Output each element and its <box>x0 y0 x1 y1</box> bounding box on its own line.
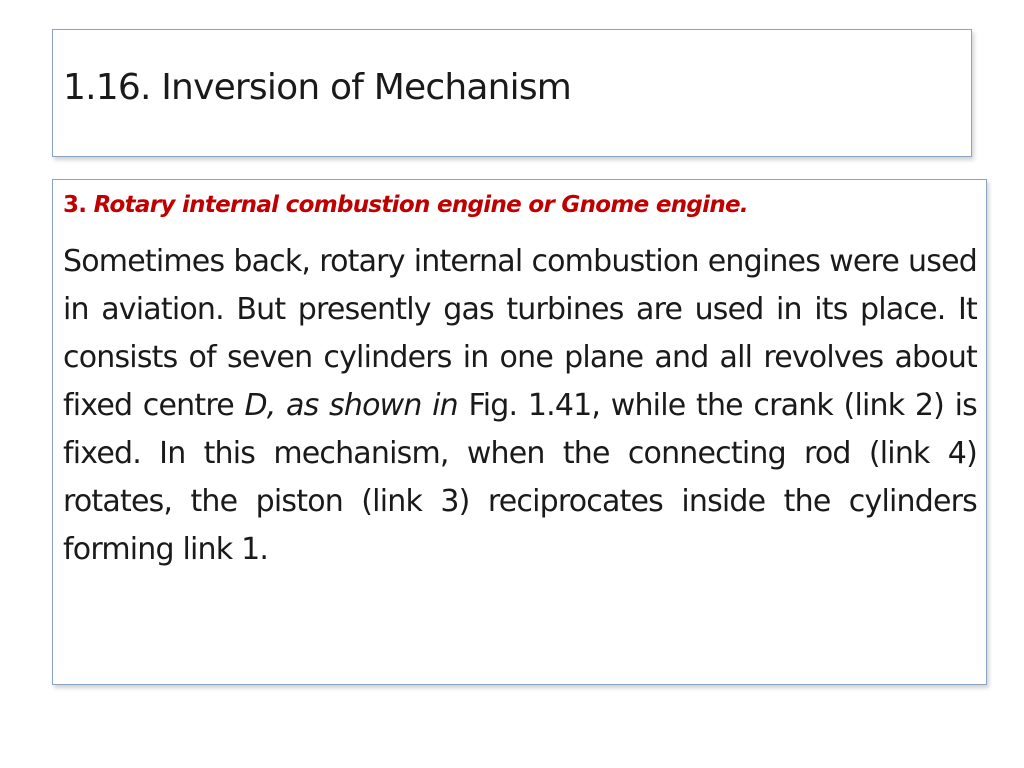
body-text-italic: D, as shown in <box>244 388 458 423</box>
heading-text: Rotary internal combustion engine or Gnome engine. <box>93 192 748 218</box>
title-placeholder <box>52 29 972 157</box>
section-heading <box>63 192 748 220</box>
body-text-part1: Sometimes back, rotary internal combustion engines were used in aviation. But presently gas turbines are used in its place. It consists of seven cylinders in one plane and all revolves about fixed centre <box>63 244 977 423</box>
content-placeholder <box>52 179 987 685</box>
slide-title: 1.16. Inversion of Mechanism <box>63 67 572 108</box>
body-paragraph <box>63 238 977 574</box>
body-text-part2: Fig. 1.41, while the crank (link 2) is fixed. In this mechanism, when the connecting rod (link 4) rotates, the piston (link 3) reciprocates inside the cylinders forming link 1. <box>63 388 978 567</box>
heading-number: 3. <box>63 192 87 218</box>
